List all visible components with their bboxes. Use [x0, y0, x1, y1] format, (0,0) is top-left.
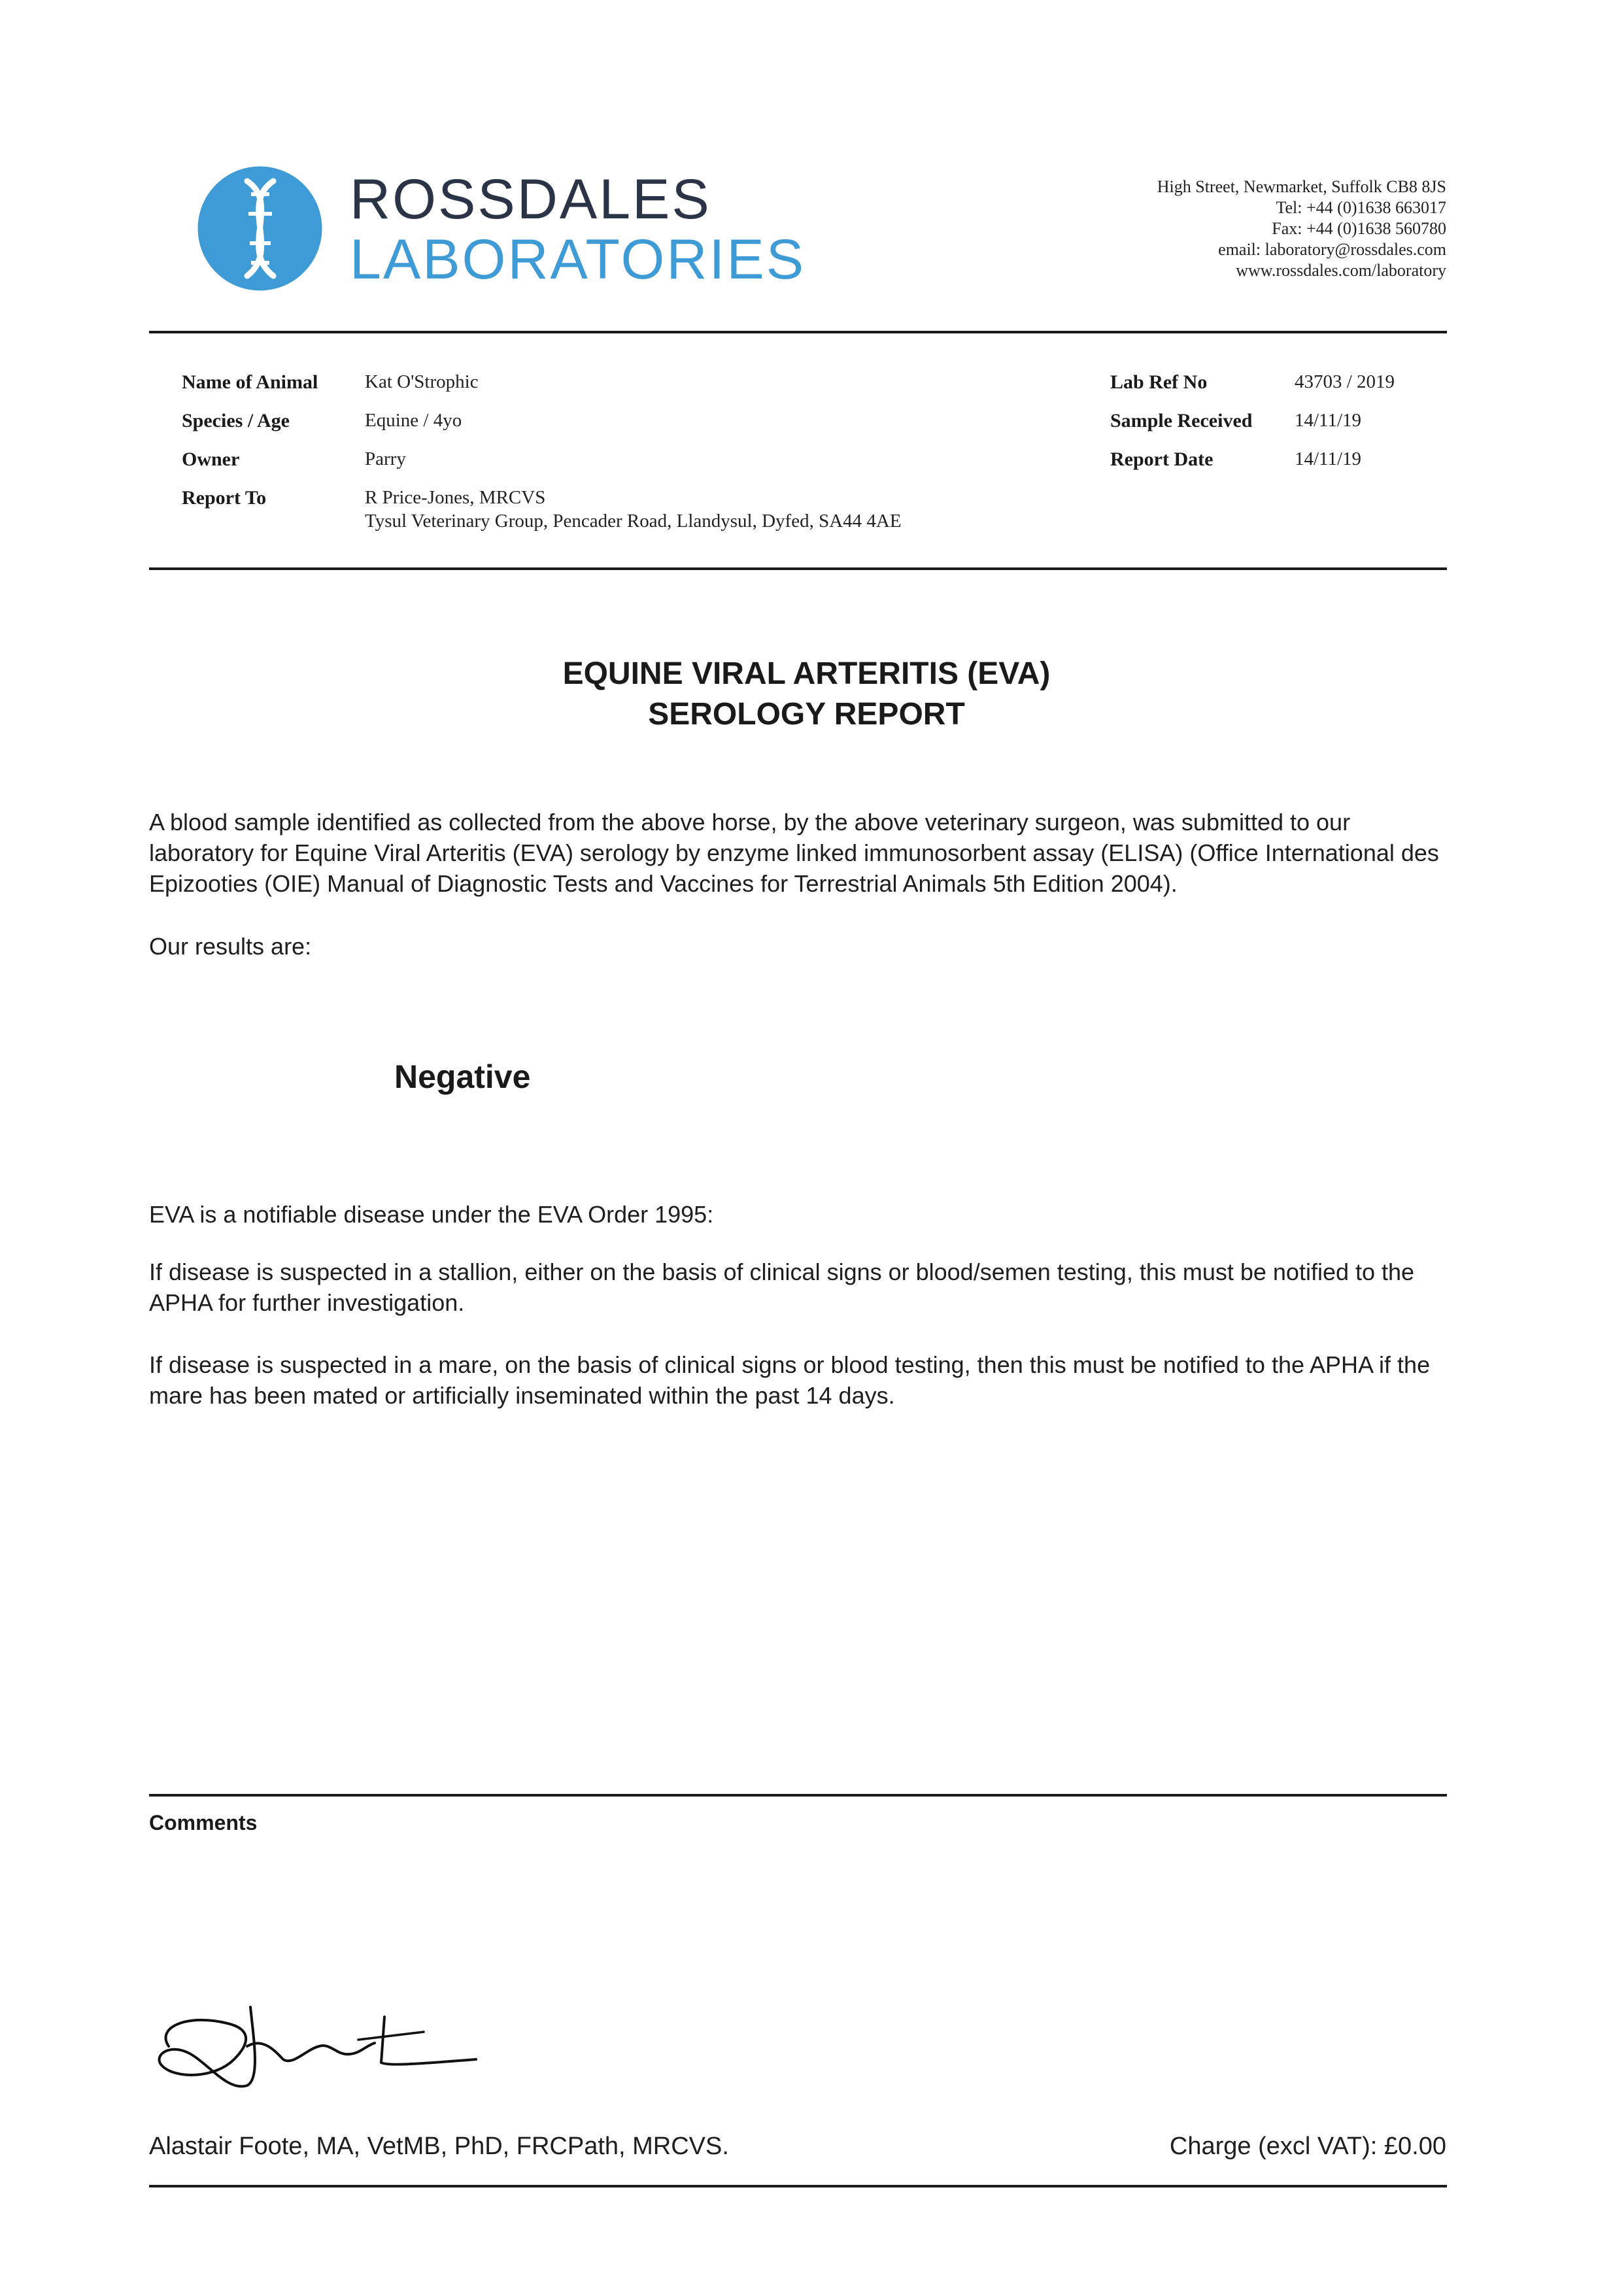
lab-ref-label: Lab Ref No [1110, 371, 1208, 393]
notifiable-statement: EVA is a notifiable disease under the EVA Order 1995: [149, 1201, 714, 1228]
report-date-label: Report Date [1110, 448, 1214, 470]
details-divider [149, 567, 1447, 570]
signatory-name: Alastair Foote, MA, VetMB, PhD, FRCPath, MRCVS. [149, 2133, 729, 2160]
signature [149, 1981, 489, 2112]
contact-tel: Tel: +44 (0)1638 663017 [1276, 198, 1446, 217]
mare-note: If disease is suspected in a mare, on the basis of clinical signs or blood testing, then this must be notified to the APHA if the mare has been mated or artificially inseminated within the past 14 days. [149, 1351, 1431, 1409]
footer-divider [149, 2185, 1447, 2187]
sample-received-value: 14/11/19 [1295, 410, 1362, 431]
brand-name-line1: ROSSDALES [350, 168, 711, 231]
comments-divider [149, 1794, 1447, 1797]
results-lead: Our results are: [149, 933, 312, 960]
owner-label: Owner [182, 448, 240, 470]
animal-name-value: Kat O'Strophic [365, 371, 479, 392]
dna-helix-icon [196, 165, 324, 292]
brand-name-line2: LABORATORIES [350, 228, 806, 291]
report-title: EQUINE VIRAL ARTERITIS (EVA) [562, 656, 1051, 691]
report-subtitle: SEROLOGY REPORT [648, 697, 965, 732]
report-to-line2: Tysul Veterinary Group, Pencader Road, Llandysul, Dyfed, SA44 4AE [365, 511, 902, 532]
comments-label: Comments [149, 1811, 258, 1834]
contact-fax: Fax: +44 (0)1638 560780 [1272, 219, 1446, 238]
species-age-label: Species / Age [182, 410, 290, 431]
stallion-note: If disease is suspected in a stallion, either on the basis of clinical signs or blood/semen testing, this must be notified to the APHA for further investigation. [149, 1258, 1415, 1316]
header-divider [149, 331, 1447, 333]
contact-email: email: laboratory@rossdales.com [1218, 240, 1446, 259]
intro-paragraph: A blood sample identified as collected from the above horse, by the above veterinary surgeon, was submitted to our laboratory for Equine Viral Arteritis (EVA) serology by enzyme linked immunosorbent assay (ELISA) (Office International des Epizooties (OIE) Manual of Diagnostic Tests and Vaccines for Terrestrial Animals 5th Edition 2004). [149, 809, 1439, 897]
contact-website: www.rossdales.com/laboratory [1236, 261, 1446, 280]
report-to-line1: R Price-Jones, MRCVS [365, 487, 546, 508]
result-value: Negative [394, 1058, 531, 1095]
animal-name-label: Name of Animal [182, 371, 318, 393]
lab-ref-value: 43703 / 2019 [1295, 371, 1395, 392]
contact-address: High Street, Newmarket, Suffolk CB8 8JS [1157, 177, 1446, 196]
report-to-label: Report To [182, 487, 267, 509]
owner-value: Parry [365, 448, 406, 469]
species-age-value: Equine / 4yo [365, 410, 462, 431]
sample-received-label: Sample Received [1110, 410, 1253, 431]
charge-amount: Charge (excl VAT): £0.00 [1169, 2133, 1446, 2160]
report-date-value: 14/11/19 [1295, 448, 1362, 469]
contact-block [1157, 177, 1446, 281]
